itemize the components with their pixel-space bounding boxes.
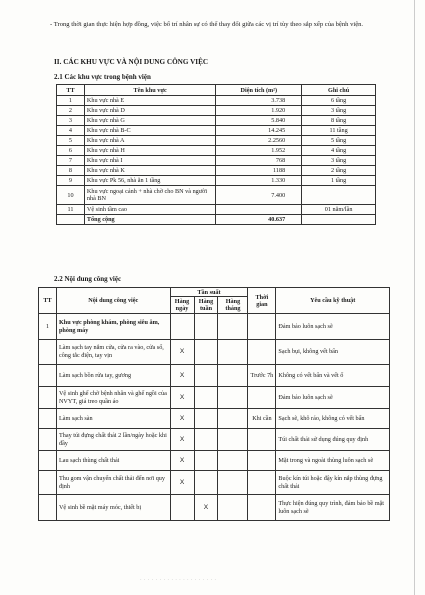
task-content: Làm sạch sàn [56, 409, 170, 429]
tasks-table [38, 287, 390, 521]
task-row [39, 365, 390, 387]
task-content: Làm sạch bồn rửa tay, gương [56, 365, 170, 387]
area-name: Khu vực nhà K [84, 166, 216, 176]
task-row [39, 409, 390, 429]
area-number: 2 [57, 106, 85, 116]
header-frequency: Tần suất [170, 288, 248, 297]
task-daily-mark [170, 495, 194, 521]
intro-paragraph: - Trong thời gian thực hiện hợp đồng, việc bố trí nhân sự có thể thay đổi giữa các vị trí tùy theo sắp xếp của bệnh viện. [50, 21, 364, 28]
task-content: Lau sạch thùng chất thải [56, 451, 170, 471]
area-note: 11 tầng [302, 126, 376, 136]
area-number: 7 [57, 156, 85, 166]
header-daily: Hàng ngày [170, 297, 194, 314]
area-size [216, 205, 302, 215]
area-number: 9 [57, 176, 85, 186]
area-number: 3 [57, 116, 85, 126]
area-number: 11 [57, 205, 85, 215]
task-requirement: Sạch sẽ, khô ráo, không có vết bẩn [276, 409, 390, 429]
task-daily-mark: X [170, 451, 194, 471]
task-time: Khi cần [248, 409, 276, 429]
header-time: Thời gian [248, 288, 276, 314]
task-content: Vệ sinh ghế chờ bệnh nhân và ghế ngồi của NVYT, giá treo quần áo [56, 387, 170, 409]
task-weekly-mark [194, 471, 218, 495]
task-number [39, 451, 57, 471]
area-name: Khu vực nhà E [84, 96, 216, 106]
area-row [57, 176, 376, 186]
area-row [57, 166, 376, 176]
area-size: 1.952 [216, 146, 302, 156]
task-daily-mark: X [170, 409, 194, 429]
task-monthly-mark [218, 429, 248, 451]
area-size: 5.840 [216, 116, 302, 126]
header-requirement: Yêu cầu kỹ thuật [276, 288, 390, 314]
area-note [302, 186, 376, 205]
task-time [248, 387, 276, 409]
task-requirement: Túi chất thải sử dụng đúng quy định [276, 429, 390, 451]
task-monthly-mark [218, 365, 248, 387]
area-name: Khu vực nhà A [84, 136, 216, 146]
area-name: Khu vực nhà H [84, 146, 216, 156]
area-note: 01 năm/lần [302, 205, 376, 215]
task-requirement: Mặt trong và ngoài thùng luôn sạch sẽ [276, 451, 390, 471]
header-tt: TT [57, 85, 85, 96]
scan-artifact: · · · · · · · · · · · · · · · · · · · · [140, 578, 217, 583]
task-weekly-mark [194, 340, 218, 365]
area-name: Khu vực nhà D [84, 106, 216, 116]
area-note: 2 tầng [302, 166, 376, 176]
area-note: 3 tầng [302, 106, 376, 116]
area-name: Vệ sinh tầm cao [84, 205, 216, 215]
task-time [248, 340, 276, 365]
header-tt: TT [39, 288, 57, 314]
task-time [248, 451, 276, 471]
section-title: Khu vực phòng khám, phòng siêu âm, phòng máy [56, 314, 170, 340]
section-row [39, 314, 390, 340]
task-daily-mark: X [170, 387, 194, 409]
area-row [57, 116, 376, 126]
task-row [39, 451, 390, 471]
task-weekly-mark: X [194, 495, 218, 521]
area-note: 3 tầng [302, 156, 376, 166]
task-weekly-mark [194, 387, 218, 409]
task-monthly-mark [218, 495, 248, 521]
section-heading: II. CÁC KHU VỰC VÀ NỘI DUNG CÔNG VIỆC [54, 58, 209, 66]
task-content: Thay túi đựng chất thải 2 lần/ngày hoặc khi đầy [56, 429, 170, 451]
task-daily-mark: X [170, 471, 194, 495]
task-monthly-mark [218, 409, 248, 429]
area-row [57, 96, 376, 106]
area-number: 10 [57, 186, 85, 205]
task-row [39, 340, 390, 365]
area-name: Khu vực nhà I [84, 156, 216, 166]
area-note: 6 tầng [302, 96, 376, 106]
subsection-heading-tasks: 2.2 Nội dung công việc [54, 275, 122, 283]
total-value: 40.637 [216, 215, 302, 225]
task-time [248, 429, 276, 451]
areas-header-row [57, 85, 376, 96]
area-note: 4 tầng [302, 146, 376, 156]
area-number: 5 [57, 136, 85, 146]
task-weekly-mark [194, 409, 218, 429]
area-row [57, 146, 376, 156]
area-row [57, 136, 376, 146]
task-number [39, 409, 57, 429]
area-name: Khu vực nhà B-C [84, 126, 216, 136]
task-number [39, 495, 57, 521]
area-size: 14.245 [216, 126, 302, 136]
task-requirement: Thực hiện đúng quy trình, đảm bảo bề mặt luôn sạch sẽ [276, 495, 390, 521]
task-number [39, 387, 57, 409]
task-content: Thu gom vận chuyển chất thải đến nơi quy định [56, 471, 170, 495]
area-size: 7.400 [216, 186, 302, 205]
area-row [57, 126, 376, 136]
total-row [57, 215, 376, 225]
task-row [39, 429, 390, 451]
task-time [248, 471, 276, 495]
task-weekly-mark [194, 451, 218, 471]
area-number: 6 [57, 146, 85, 156]
task-requirement: Đảm bảo luôn sạch sẽ [276, 387, 390, 409]
area-size: 3.738 [216, 96, 302, 106]
area-number: 4 [57, 126, 85, 136]
task-daily-mark: X [170, 365, 194, 387]
area-number: 1 [57, 96, 85, 106]
task-requirement: Không có vết bẩn và vết ố [276, 365, 390, 387]
task-monthly-mark [218, 451, 248, 471]
task-daily-mark: X [170, 340, 194, 365]
area-number: 8 [57, 166, 85, 176]
task-number [39, 365, 57, 387]
task-monthly-mark [218, 471, 248, 495]
area-size: 1.330 [216, 176, 302, 186]
task-row [39, 471, 390, 495]
subsection-heading-areas: 2.1 Các khu vực trong bệnh viện [54, 73, 151, 81]
area-note: 5 tầng [302, 136, 376, 146]
task-row [39, 495, 390, 521]
task-requirement: Sạch bụi, không vết bẩn [276, 340, 390, 365]
task-requirement: Buộc kín túi hoặc đậy kín nắp thùng đựng chất thải [276, 471, 390, 495]
section-number: 1 [39, 314, 57, 340]
task-content: Làm sạch tay nắm cửa, cửa ra vào, cửa sổ, công tắc điện, tay vịn [56, 340, 170, 365]
area-note: 1 tầng [302, 176, 376, 186]
area-row [57, 106, 376, 116]
task-time [248, 495, 276, 521]
area-size: 1.920 [216, 106, 302, 116]
task-weekly-mark [194, 365, 218, 387]
task-weekly-mark [194, 429, 218, 451]
task-row [39, 387, 390, 409]
header-note: Ghi chú [302, 85, 376, 96]
area-row [57, 186, 376, 205]
total-label: Tổng cộng [84, 215, 216, 225]
header-area-name: Tên khu vực [84, 85, 216, 96]
area-name: Khu vực nhà G [84, 116, 216, 126]
area-size: 2.2560 [216, 136, 302, 146]
header-area-size: Diện tích (m²) [216, 85, 302, 96]
section-requirement: Đảm bảo luôn sạch sẽ [276, 314, 390, 340]
header-monthly: Hàng tháng [218, 297, 248, 314]
task-time: Trước 7h [248, 365, 276, 387]
task-content: Vệ sinh bề mặt máy móc, thiết bị [56, 495, 170, 521]
header-weekly: Hàng tuần [194, 297, 218, 314]
area-row [57, 205, 376, 215]
task-daily-mark: X [170, 429, 194, 451]
task-monthly-mark [218, 340, 248, 365]
task-number [39, 471, 57, 495]
task-monthly-mark [218, 387, 248, 409]
page-edge-shadow [414, 0, 415, 595]
header-content: Nội dung công việc [56, 288, 170, 314]
area-size: 1188 [216, 166, 302, 176]
area-name: Khu vực Pk 56, nhà ăn 1 tầng [84, 176, 216, 186]
task-number [39, 340, 57, 365]
area-row [57, 156, 376, 166]
areas-table [56, 84, 376, 225]
task-number [39, 429, 57, 451]
area-name: Khu vực ngoại cảnh + nhà chờ cho BN và người nhà BN [84, 186, 216, 205]
area-note: 8 tầng [302, 116, 376, 126]
area-size: 768 [216, 156, 302, 166]
